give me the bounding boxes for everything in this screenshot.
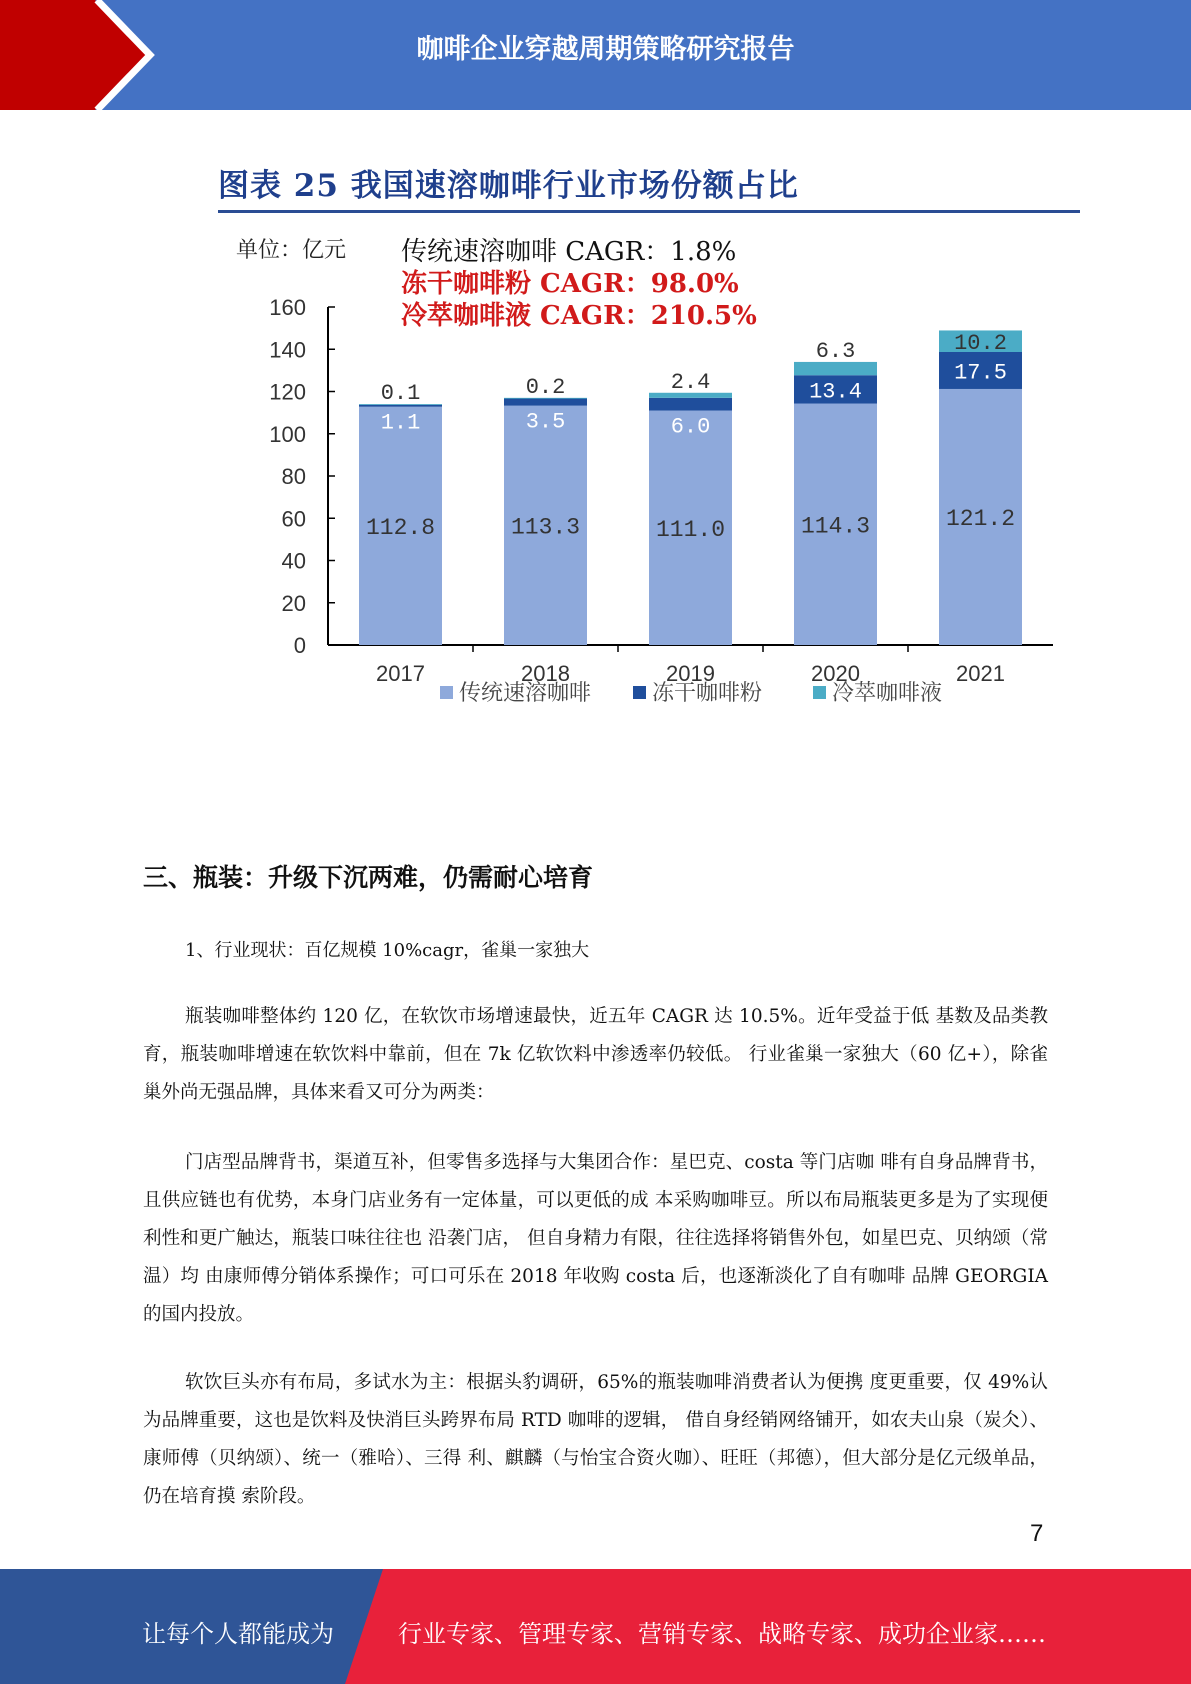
data-label: 1.1	[380, 410, 421, 436]
data-label: 6.0	[670, 414, 711, 440]
y-tick-label: 160	[269, 295, 306, 320]
subheading: 1、行业现状：百亿规模 10%cagr，雀巢一家独大	[185, 940, 590, 961]
chart-cagr-annotation: 冷萃咖啡液 CAGR：210.5%	[401, 301, 757, 331]
chart-annotations	[236, 237, 757, 331]
data-label: 2.4	[670, 369, 711, 395]
chart-bars	[359, 330, 1022, 645]
legend-label: 传统速溶咖啡	[459, 681, 592, 706]
y-tick-label: 40	[281, 548, 306, 574]
x-tick-label: 2018	[521, 661, 570, 686]
data-label: 3.5	[525, 409, 566, 435]
figure-caption: 图表 25 我国速溶咖啡行业市场份额占比	[218, 168, 799, 204]
y-tick-label: 120	[269, 379, 306, 405]
paragraph-2: 门店型品牌背书，渠道互补，但零售多选择与大集团合作：星巴克、costa 等门店咖 啡有自身品牌背书，且供应链也有优势，本身门店业务有一定体量，可以更低的成 本采购咖啡豆。所以布局瓶装更多是为了实现便利性和更广触达，瓶装口味往往也 沿袭门店， 但自身精力有限，往往选择将销售外包，如星巴克、贝纳颂（常温）均 由康师傅分销体系操作；可口可乐在 2018 年收购 costa 后，也逐渐淡化了自有咖啡 品牌 GEORGIA 的国内投放。	[143, 1152, 1048, 1325]
data-label: 113.3	[510, 514, 581, 541]
legend-label: 冻干咖啡粉	[652, 681, 763, 706]
x-tick-label: 2020	[811, 661, 860, 686]
chart-cagr-annotation: 冻干咖啡粉 CAGR：98.0%	[401, 269, 739, 299]
bar-segment	[649, 398, 732, 411]
paragraph-1: 瓶装咖啡整体约 120 亿，在软饮市场增速最快，近五年 CAGR 达 10.5%。近年受益于低 基数及品类教育，瓶装咖啡增速在软饮料中靠前，但在 7k 亿软饮料中渗透率仍较低。 行业雀巢一家独大（60 亿+），除雀巢外尚无强品牌，具体来看又可分为两类：	[143, 1006, 1048, 1103]
y-tick-label: 0	[293, 633, 306, 658]
page-number: 7	[1030, 1520, 1044, 1547]
data-label: 0.1	[380, 381, 421, 407]
data-label: 0.2	[525, 374, 566, 400]
data-label: 13.4	[809, 379, 862, 405]
data-label: 112.8	[365, 514, 436, 541]
x-tick-label: 2021	[956, 661, 1005, 686]
x-tick-label: 2017	[376, 661, 425, 686]
y-tick-label: 60	[281, 506, 306, 532]
y-tick-label: 100	[269, 421, 306, 447]
footer-right-text: 行业专家、管理专家、营销专家、战略专家、成功企业家……	[398, 1620, 1046, 1648]
data-label: 10.2	[954, 331, 1007, 357]
chart-legend	[440, 681, 942, 706]
y-tick-label: 140	[269, 337, 306, 363]
section-heading: 三、瓶装：升级下沉两难，仍需耐心培育	[143, 863, 594, 892]
data-label: 121.2	[945, 505, 1016, 532]
paragraph-3: 软饮巨头亦有布局，多试水为主：根据头豹调研，65%的瓶装咖啡消费者认为便携 度更重要，仅 49%认为品牌重要，这也是饮料及快消巨头跨界布局 RTD 咖啡的逻辑， 借自身经销网络铺开，如农夫山泉（炭仌）、康师傅（贝纳颂）、统一（雅哈）、三得 利、麒麟（与怡宝合资火咖）、旺旺（邦德），但大部分是亿元级单品，仍在培育摸 索阶段。	[143, 1372, 1048, 1507]
legend-swatch	[440, 686, 453, 699]
data-label: 17.5	[954, 360, 1007, 386]
data-label: 111.0	[655, 516, 726, 543]
caption-divider	[218, 210, 1080, 213]
chart-cagr-annotation: 传统速溶咖啡 CAGR：1.8%	[401, 237, 737, 267]
legend-swatch	[633, 686, 646, 699]
page-header	[0, 0, 1191, 110]
y-tick-label: 80	[281, 464, 306, 489]
chart-unit-label: 单位：亿元	[236, 238, 347, 263]
y-tick-label: 20	[281, 590, 306, 616]
stacked-bar-chart	[218, 230, 1068, 730]
x-tick-label: 2019	[666, 661, 715, 686]
data-label: 114.3	[800, 513, 871, 540]
legend-swatch	[813, 686, 826, 699]
header-title: 咖啡企业穿越周期策略研究报告	[416, 34, 795, 65]
legend-label: 冷萃咖啡液	[832, 681, 943, 706]
footer-left-text: 让每个人都能成为	[142, 1620, 334, 1648]
data-label: 6.3	[815, 338, 856, 364]
